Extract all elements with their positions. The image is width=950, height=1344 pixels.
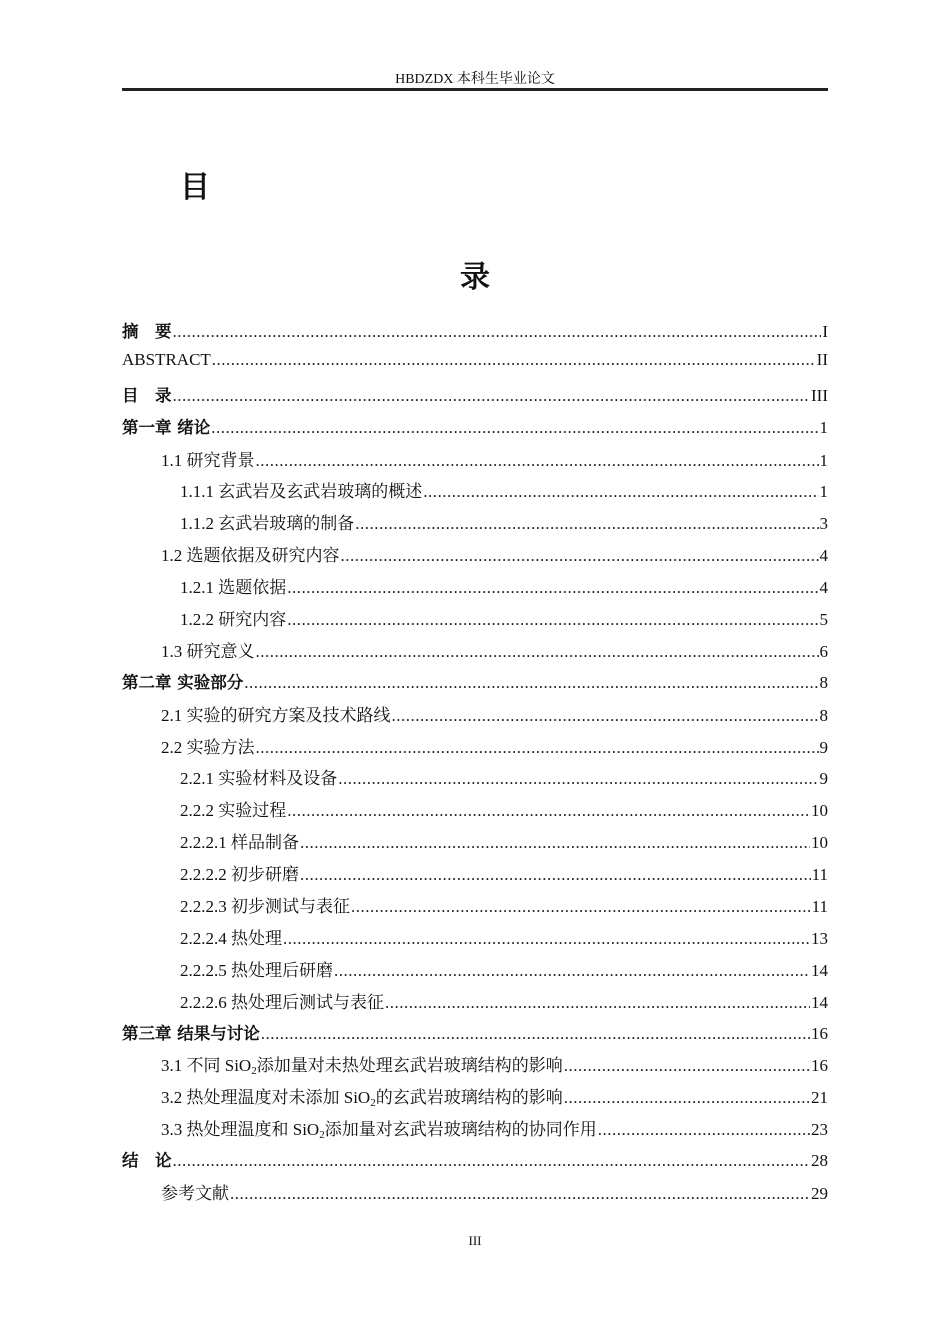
toc-entry[interactable] (122, 1051, 828, 1083)
toc-entry-label: 2.2.2.5 热处理后研磨 (180, 960, 333, 980)
dot-leader (423, 482, 818, 502)
toc-entry-page: 4 (819, 546, 828, 566)
toc-entry[interactable] (122, 573, 828, 605)
toc-entry-label: 1.1 研究背景 (161, 450, 255, 470)
toc-entry-label: 目 录 (122, 385, 172, 405)
toc-entry[interactable] (122, 1179, 828, 1211)
toc-entry-page: 9 (819, 769, 828, 789)
toc-entry-label-text: 3.2 热处理温度对未添加 SiO (161, 1088, 371, 1108)
dot-leader (211, 418, 818, 438)
dot-leader (173, 322, 822, 342)
toc-entry-page: 29 (811, 1184, 828, 1204)
toc-entry-page: 5 (819, 610, 828, 630)
toc-entry[interactable] (122, 988, 828, 1020)
toc-entry-page: 13 (811, 928, 828, 948)
toc-entry[interactable] (122, 796, 828, 828)
dot-leader (256, 642, 819, 662)
subscript: 2 (319, 1129, 325, 1142)
toc-entry-page: 4 (819, 578, 828, 598)
toc-entry-label: 第二章 实验部分 (122, 672, 244, 692)
toc-entry[interactable] (122, 924, 828, 956)
dot-leader (256, 738, 819, 758)
toc-entry[interactable] (122, 318, 828, 350)
toc-entry-label: 1.1.1 玄武岩及玄武岩玻璃的概述 (180, 482, 423, 502)
toc-entry-page: 1 (819, 450, 828, 470)
toc-entry-label (161, 1051, 563, 1076)
toc-entry[interactable] (122, 1115, 828, 1147)
toc-entry[interactable] (122, 892, 828, 924)
header-rule (122, 88, 828, 91)
toc-entry-label: 2.1 实验的研究方案及技术路线 (161, 705, 391, 725)
toc-entry-page: 11 (811, 865, 828, 885)
toc-entry-page: 21 (811, 1088, 828, 1108)
dot-leader (564, 1056, 810, 1076)
toc-entry[interactable] (122, 1147, 828, 1179)
toc-entry-label: 1.2.2 研究内容 (180, 610, 287, 630)
toc-entry-page: II (816, 349, 828, 369)
toc-entry-page: 1 (819, 417, 828, 437)
toc-entry-page: 3 (819, 514, 828, 534)
toc-entry-label: 1.2 选题依据及研究内容 (161, 546, 340, 566)
toc-entry-label-text: 的玄武岩玻璃结构的影响 (375, 1088, 563, 1108)
toc-entry-label-text: 添加量对未热处理玄武岩玻璃结构的影响 (256, 1056, 563, 1076)
toc-entry[interactable] (122, 956, 828, 988)
toc-entry-label: 第三章 结果与讨论 (122, 1023, 260, 1043)
toc-entry[interactable] (122, 541, 828, 573)
dot-leader (341, 546, 819, 566)
toc-entry[interactable] (122, 764, 828, 796)
dot-leader (244, 673, 818, 693)
toc-entry-page: I (822, 322, 828, 341)
toc-entry-label: 第一章 绪论 (122, 417, 211, 437)
toc-entry-label: 2.2.2.2 初步研磨 (180, 865, 299, 885)
toc-entry-label (161, 1083, 563, 1108)
toc-entry-label: 2.2.2 实验过程 (180, 801, 287, 821)
toc-entry[interactable] (122, 382, 828, 414)
toc-entry-label: 2.2.2.3 初步测试与表征 (180, 897, 350, 917)
dot-leader (564, 1088, 810, 1108)
toc-entry-label: 1.1.2 玄武岩玻璃的制备 (180, 514, 355, 534)
dot-leader (355, 514, 818, 534)
toc-entry-page: 1 (819, 482, 828, 502)
toc-entry-page: 6 (819, 641, 828, 661)
toc-entry[interactable] (122, 828, 828, 860)
dot-leader (351, 897, 811, 917)
table-of-contents (122, 318, 828, 1211)
dot-leader (300, 865, 811, 885)
toc-entry[interactable] (122, 637, 828, 669)
toc-entry-label: 1.3 研究意义 (161, 641, 255, 661)
dot-leader (173, 386, 811, 406)
subscript: 2 (251, 1065, 257, 1078)
dot-leader (287, 610, 818, 630)
toc-entry[interactable] (122, 669, 828, 701)
toc-entry[interactable] (122, 509, 828, 541)
dot-leader (385, 993, 810, 1013)
toc-entry[interactable] (122, 605, 828, 637)
toc-entry-page: 11 (811, 897, 828, 917)
toc-entry-label-text: 3.1 不同 SiO (161, 1056, 252, 1076)
dot-leader (230, 1184, 810, 1204)
toc-entry-page: 14 (811, 992, 828, 1012)
toc-entry-label: 摘 要 (122, 322, 172, 341)
dot-leader (300, 833, 810, 853)
toc-entry[interactable] (122, 446, 828, 478)
dot-leader (173, 1151, 811, 1171)
toc-entry-page: 9 (819, 737, 828, 757)
toc-entry-label: ABSTRACT (122, 349, 211, 369)
dot-leader (287, 578, 818, 598)
toc-entry-page: 28 (811, 1151, 828, 1171)
toc-entry-page: 16 (811, 1023, 828, 1043)
page-number: III (468, 1233, 482, 1248)
dot-leader (598, 1120, 810, 1140)
toc-entry-label: 1.2.1 选题依据 (180, 578, 287, 598)
toc-entry-page: 10 (811, 833, 828, 853)
toc-entry-label: 参考文献 (161, 1184, 229, 1204)
toc-entry[interactable] (122, 477, 828, 509)
toc-entry[interactable] (122, 350, 828, 382)
toc-title-part2: 录 (460, 260, 490, 295)
toc-entry-page: 10 (811, 801, 828, 821)
toc-entry-label: 2.2.2.1 样品制备 (180, 833, 299, 853)
toc-entry-label: 2.2 实验方法 (161, 737, 255, 757)
running-header: HBDZDX 本科生毕业论文 (395, 72, 555, 87)
toc-entry-label: 2.2.2.4 热处理 (180, 928, 282, 948)
toc-entry-page: III (811, 385, 828, 405)
toc-entry-page: 8 (819, 705, 828, 725)
toc-entry[interactable] (122, 733, 828, 765)
toc-entry-label: 2.2.1 实验材料及设备 (180, 769, 338, 789)
toc-entry-page: 23 (811, 1120, 828, 1140)
toc-entry[interactable] (122, 701, 828, 733)
toc-entry-page: 14 (811, 960, 828, 980)
dot-leader (212, 350, 816, 370)
toc-entry[interactable] (122, 1083, 828, 1115)
dot-leader (338, 769, 818, 789)
toc-entry[interactable] (122, 860, 828, 892)
toc-entry-label-text: 添加量对玄武岩玻璃结构的协同作用 (324, 1120, 597, 1140)
subscript: 2 (370, 1097, 376, 1110)
dot-leader (283, 929, 810, 949)
dot-leader (287, 801, 810, 821)
toc-title-part1: 目 (180, 170, 210, 205)
dot-leader (256, 451, 819, 471)
toc-entry[interactable] (122, 1020, 828, 1052)
dot-leader (261, 1024, 810, 1044)
toc-entry-label (161, 1115, 597, 1140)
dot-leader (392, 706, 819, 726)
toc-entry-page: 8 (819, 672, 828, 692)
toc-entry-label: 2.2.2.6 热处理后测试与表征 (180, 992, 384, 1012)
dot-leader (334, 961, 810, 981)
toc-entry-page: 16 (811, 1056, 828, 1076)
toc-entry-label: 结 论 (122, 1151, 172, 1171)
toc-entry-label-text: 3.3 热处理温度和 SiO (161, 1120, 320, 1140)
toc-entry[interactable] (122, 414, 828, 446)
